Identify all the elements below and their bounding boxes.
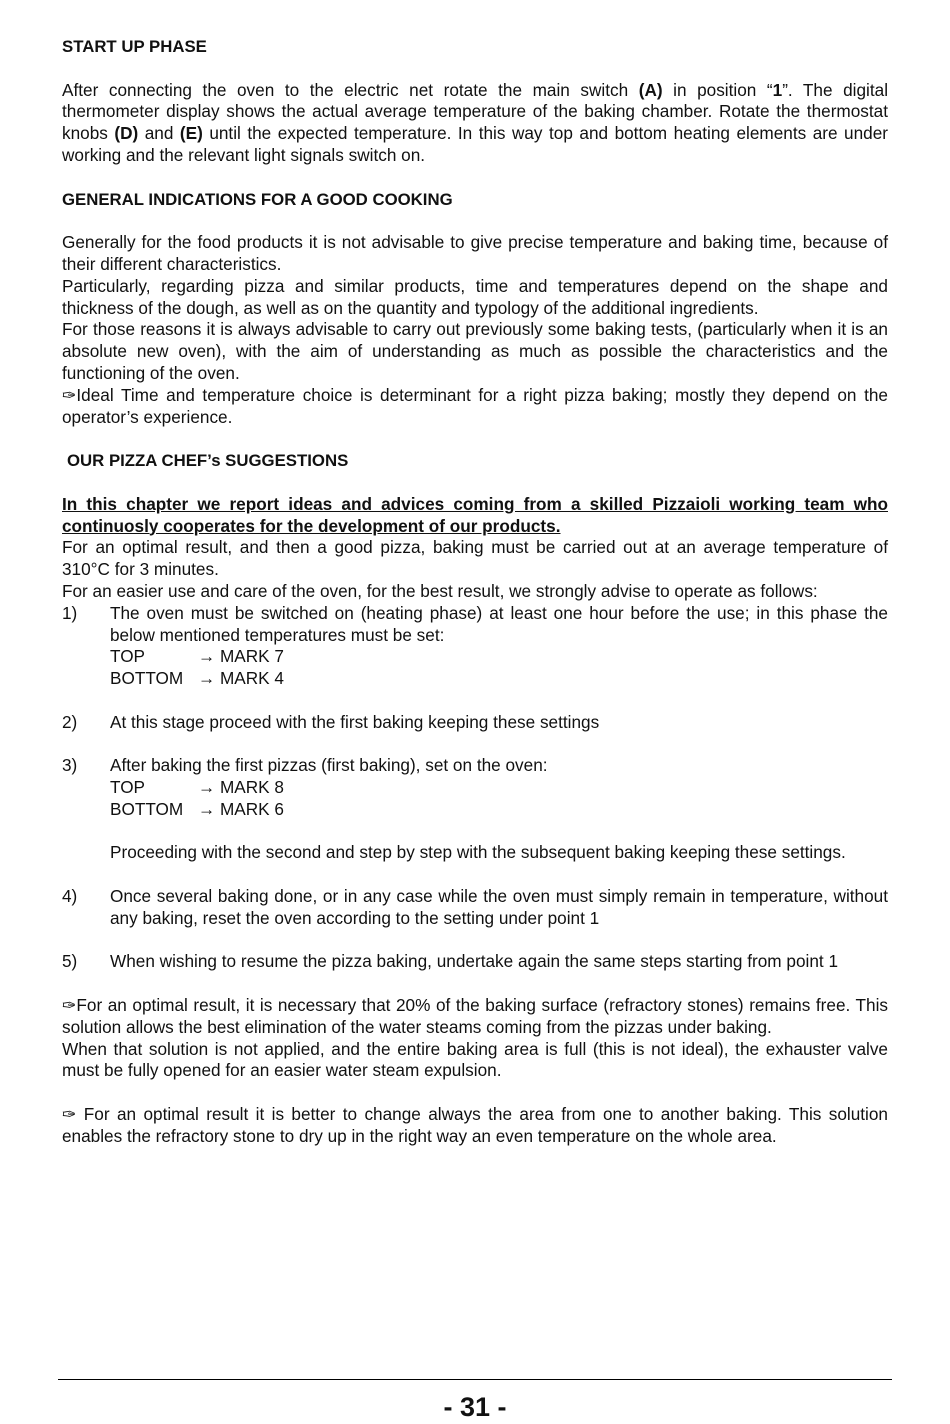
step-text: Once several baking done, or in any case while the oven must simply remain in temperature, without any baking, reset the oven according to the setting under point 1 — [110, 886, 888, 928]
pencil-icon: ✑ — [62, 995, 77, 1016]
step-number: 4) — [62, 886, 78, 907]
step-4 — [62, 886, 888, 930]
step-text: When wishing to resume the pizza baking, undertake again the same steps starting from point 1 — [110, 951, 839, 972]
step-5 — [62, 951, 888, 973]
note-paragraph-1: ✑For an optimal result, it is necessary that 20% of the baking surface (refractory stones) remains free. This solution allows the best elimination of the water steams coming from the pizzas under baking. — [62, 995, 888, 1037]
pencil-icon: ✑ — [62, 384, 77, 405]
step-text: After baking the first pizzas (first baking), set on the oven: — [110, 755, 548, 776]
startup-heading: START UP PHASE — [62, 37, 207, 56]
general-paragraph-3: For those reasons it is always advisable to carry out previously some baking tests, (particularly when it is an absolute new oven), with the aim of understanding as much as possible the characteristics and the functioning of the oven. — [62, 319, 888, 383]
step-3 — [62, 755, 888, 864]
setting-row-bottom: BOTTOM → MARK 6 — [110, 798, 284, 819]
step-number: 5) — [62, 951, 78, 972]
footer-divider — [58, 1379, 892, 1380]
general-paragraph-4: ✑Ideal Time and temperature choice is determinant for a right pizza baking; mostly they depend on the operator’s experience. — [62, 384, 888, 427]
step-extra-text: Proceeding with the second and step by step with the subsequent baking keeping these settings. — [110, 842, 846, 863]
general-paragraph-1: Generally for the food products it is not advisable to give precise temperature and baking time, because of their different characteristics. — [62, 232, 888, 274]
note-paragraph-2: ✑ For an optimal result it is better to change always the area from one to another baking. This solution enables the refractory stone to dry up in the right way an even temperature on the whole area. — [62, 1104, 888, 1146]
step-number: 2) — [62, 711, 78, 732]
note-paragraph-1b: When that solution is not applied, and the entire baking area is full (this is not ideal), the exhauster valve must be fully opened for an easier water steam expulsion. — [62, 1038, 888, 1081]
setting-row-top: TOP → MARK 8 — [110, 777, 284, 798]
general-heading: GENERAL INDICATIONS FOR A GOOD COOKING — [62, 189, 453, 209]
chef-heading: OUR PIZZA CHEF’s SUGGESTIONS — [67, 451, 349, 471]
chef-paragraph-1: For an optimal result, and then a good pizza, baking must be carried out at an average temperature of 310°C for 3 minutes. — [62, 537, 888, 580]
step-1 — [62, 603, 888, 690]
step-text: The oven must be switched on (heating phase) at least one hour before the use; in this phase the below mentioned temperatures must be set: — [110, 602, 888, 645]
setting-row-top: TOP → MARK 7 — [110, 646, 284, 667]
chef-intro: In this chapter we report ideas and advices coming from a skilled Pizzaioli working team who continuosly cooperates for the development of our products. — [62, 493, 888, 536]
step-2 — [62, 712, 888, 734]
step-number: 3) — [62, 755, 78, 776]
startup-paragraph: After connecting the oven to the electric net rotate the main switch (A) in position “1”. The digital thermometer display shows the actual average temperature of the baking chamber. Rotate the thermostat knobs (D) and (E) until the expected temperature. In this way top and bottom heating elements are under working and the relevant light signals switch on. — [62, 79, 889, 165]
general-paragraph-2: Particularly, regarding pizza and similar products, time and temperatures depend on the shape and thickness of the dough, as well as on the quantity and typology of the additional ingredients. — [62, 275, 888, 318]
document-page — [62, 36, 888, 1148]
setting-row-bottom: BOTTOM → MARK 4 — [110, 668, 284, 689]
chef-paragraph-2: For an easier use and care of the oven, for the best result, we strongly advise to operate as follows: — [62, 580, 818, 601]
step-text: At this stage proceed with the first baking keeping these settings — [110, 711, 600, 732]
step-number: 1) — [62, 602, 78, 623]
page-number: - 31 - — [443, 1392, 507, 1422]
pencil-icon: ✑ — [62, 1104, 77, 1125]
